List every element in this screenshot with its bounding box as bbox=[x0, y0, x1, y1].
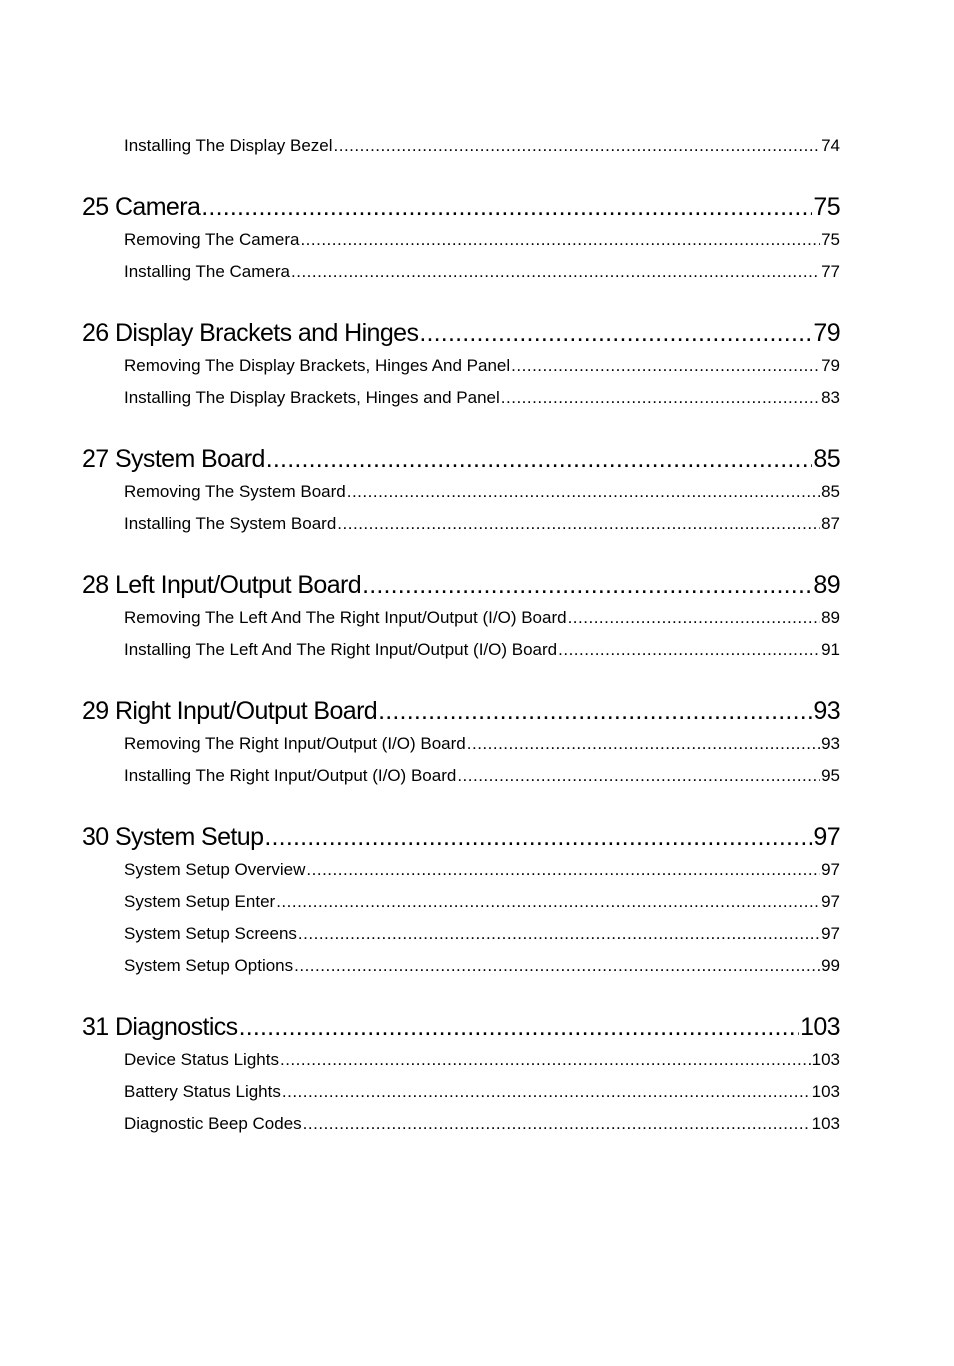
toc-chapter-label: 25 Camera bbox=[82, 193, 201, 221]
toc-entry-page: 93 bbox=[821, 734, 840, 753]
toc-entry[interactable] bbox=[124, 728, 840, 760]
dot-leader bbox=[201, 190, 812, 224]
toc-entry[interactable] bbox=[124, 508, 840, 540]
toc-entry[interactable] bbox=[124, 602, 840, 634]
toc-entry-label: System Setup Enter bbox=[124, 892, 276, 911]
toc-chapter-group bbox=[82, 568, 840, 666]
dot-leader bbox=[419, 316, 812, 350]
dot-leader bbox=[239, 1010, 800, 1044]
toc-chapter-label: 30 System Setup bbox=[82, 823, 264, 851]
toc-entry-page: 74 bbox=[821, 136, 840, 155]
toc-entry-page: 75 bbox=[821, 230, 840, 249]
toc-entry-label: Device Status Lights bbox=[124, 1050, 279, 1069]
toc-entry-installing-display-bezel[interactable] bbox=[124, 130, 840, 162]
toc-entry[interactable] bbox=[124, 350, 840, 382]
toc-chapter-label: 28 Left Input/Output Board bbox=[82, 571, 362, 599]
toc-chapter-display-brackets-hinges[interactable] bbox=[82, 316, 840, 350]
toc-entry-page: 85 bbox=[821, 482, 840, 501]
toc-chapter-group bbox=[82, 316, 840, 414]
dot-leader bbox=[291, 256, 820, 288]
toc-entry-label: Installing The Display Bezel bbox=[124, 136, 333, 155]
dot-leader bbox=[264, 820, 812, 854]
toc-chapter-group bbox=[82, 1010, 840, 1140]
toc-chapter-page: 85 bbox=[813, 445, 840, 473]
toc-entry[interactable] bbox=[124, 854, 840, 886]
toc-entry-page: 79 bbox=[821, 356, 840, 375]
toc-entry-page: 77 bbox=[821, 262, 840, 281]
toc-chapter-diagnostics[interactable] bbox=[82, 1010, 840, 1044]
dot-leader bbox=[334, 130, 821, 162]
toc-entry[interactable] bbox=[124, 760, 840, 792]
toc-entry-label: Removing The Right Input/Output (I/O) Board bbox=[124, 734, 466, 753]
toc-chapter-page: 103 bbox=[800, 1013, 840, 1041]
dot-leader bbox=[568, 602, 821, 634]
toc-entry[interactable] bbox=[124, 918, 840, 950]
toc-entry[interactable] bbox=[124, 476, 840, 508]
toc-chapter-group bbox=[82, 694, 840, 792]
toc-entry-page: 103 bbox=[811, 1050, 840, 1069]
toc-entry-page: 97 bbox=[821, 892, 840, 911]
table-of-contents bbox=[82, 130, 840, 1140]
toc-entry-label: System Setup Options bbox=[124, 956, 294, 975]
toc-entry-label: Installing The Right Input/Output (I/O) Board bbox=[124, 766, 457, 785]
toc-chapter-group bbox=[82, 442, 840, 540]
dot-leader bbox=[266, 442, 813, 476]
dot-leader bbox=[298, 918, 820, 950]
toc-entry-page: 87 bbox=[821, 514, 840, 533]
toc-entry-label: System Setup Screens bbox=[124, 924, 297, 943]
toc-entry-label: Removing The Camera bbox=[124, 230, 300, 249]
toc-entry-page: 103 bbox=[811, 1082, 840, 1101]
toc-entry-label: Removing The Left And The Right Input/Output (I/O) Board bbox=[124, 608, 567, 627]
dot-leader bbox=[306, 854, 820, 886]
toc-entry[interactable] bbox=[124, 950, 840, 982]
dot-leader bbox=[362, 568, 812, 602]
toc-entry-label: Installing The Camera bbox=[124, 262, 290, 281]
toc-chapter-page: 89 bbox=[813, 571, 840, 599]
toc-entry[interactable] bbox=[124, 224, 840, 256]
toc-entry-page: 95 bbox=[821, 766, 840, 785]
toc-entry-label: Diagnostic Beep Codes bbox=[124, 1114, 302, 1133]
toc-chapter-group bbox=[82, 190, 840, 288]
dot-leader bbox=[282, 1076, 811, 1108]
toc-entry-label: System Setup Overview bbox=[124, 860, 306, 879]
dot-leader bbox=[558, 634, 820, 666]
toc-entry-page: 91 bbox=[821, 640, 840, 659]
toc-entry[interactable] bbox=[124, 382, 840, 414]
toc-entry-label: Installing The Display Brackets, Hinges and Panel bbox=[124, 388, 500, 407]
dot-leader bbox=[467, 728, 820, 760]
dot-leader bbox=[511, 350, 820, 382]
toc-chapter-right-io-board[interactable] bbox=[82, 694, 840, 728]
toc-entry[interactable] bbox=[124, 1076, 840, 1108]
toc-entry-label: Removing The System Board bbox=[124, 482, 346, 501]
toc-entry[interactable] bbox=[124, 256, 840, 288]
dot-leader bbox=[280, 1044, 811, 1076]
toc-chapter-camera[interactable] bbox=[82, 190, 840, 224]
toc-entry-label: Battery Status Lights bbox=[124, 1082, 281, 1101]
dot-leader bbox=[501, 382, 820, 414]
toc-chapter-left-io-board[interactable] bbox=[82, 568, 840, 602]
toc-chapter-page: 75 bbox=[813, 193, 840, 221]
toc-entry-label: Removing The Display Brackets, Hinges And Panel bbox=[124, 356, 511, 375]
dot-leader bbox=[337, 508, 820, 540]
toc-entry[interactable] bbox=[124, 886, 840, 918]
dot-leader bbox=[378, 694, 812, 728]
toc-chapter-system-board[interactable] bbox=[82, 442, 840, 476]
toc-entry[interactable] bbox=[124, 634, 840, 666]
toc-chapter-group bbox=[82, 820, 840, 982]
toc-entry-page: 83 bbox=[821, 388, 840, 407]
toc-chapter-page: 93 bbox=[813, 697, 840, 725]
toc-entry-page: 103 bbox=[811, 1114, 840, 1133]
toc-chapter-label: 31 Diagnostics bbox=[82, 1013, 238, 1041]
toc-entry-label: Installing The System Board bbox=[124, 514, 337, 533]
dot-leader bbox=[347, 476, 820, 508]
toc-entry-page: 89 bbox=[821, 608, 840, 627]
toc-chapter-label: 29 Right Input/Output Board bbox=[82, 697, 378, 725]
dot-leader bbox=[303, 1108, 811, 1140]
toc-entry-label: Installing The Left And The Right Input/Output (I/O) Board bbox=[124, 640, 558, 659]
toc-chapter-label: 27 System Board bbox=[82, 445, 265, 473]
toc-entry-page: 97 bbox=[821, 860, 840, 879]
dot-leader bbox=[457, 760, 820, 792]
toc-entry[interactable] bbox=[124, 1044, 840, 1076]
dot-leader bbox=[276, 886, 820, 918]
dot-leader bbox=[294, 950, 820, 982]
dot-leader bbox=[300, 224, 820, 256]
toc-chapter-label: 26 Display Brackets and Hinges bbox=[82, 319, 419, 347]
toc-entry-page: 97 bbox=[821, 924, 840, 943]
toc-entry-page: 99 bbox=[821, 956, 840, 975]
toc-chapter-system-setup[interactable] bbox=[82, 820, 840, 854]
toc-chapter-page: 79 bbox=[813, 319, 840, 347]
toc-entry[interactable] bbox=[124, 1108, 840, 1140]
toc-chapter-page: 97 bbox=[813, 823, 840, 851]
